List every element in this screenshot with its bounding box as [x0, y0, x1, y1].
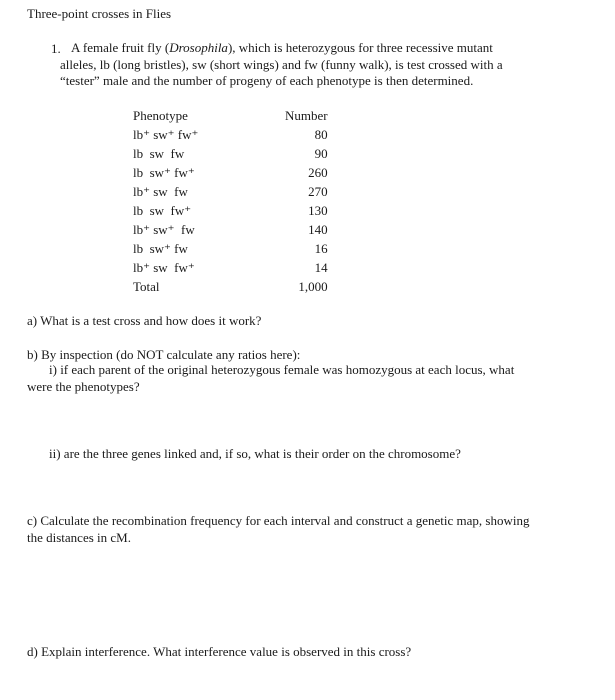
- table-row: [133, 277, 328, 296]
- number-cell: 270: [308, 183, 328, 199]
- phenotype-cell: lb⁺ sw fw: [133, 183, 188, 199]
- number-cell: 90: [314, 145, 328, 161]
- table-row: [133, 220, 328, 239]
- phenotype-cell: lb sw⁺ fw: [133, 240, 188, 256]
- number-cell: 1,000: [298, 278, 328, 294]
- part-c-line-2: the distances in cM.: [27, 529, 131, 545]
- column-header-number: Number: [285, 107, 328, 123]
- part-a: a) What is a test cross and how does it work?: [27, 313, 262, 328]
- phenotype-cell: lb⁺ sw fw⁺: [133, 259, 195, 275]
- question-number: 1.: [51, 41, 61, 56]
- number-cell: 80: [314, 126, 328, 142]
- table-row: [133, 144, 328, 163]
- phenotype-table: [133, 106, 328, 296]
- question-line-1: [71, 40, 591, 57]
- number-cell: 130: [308, 202, 328, 218]
- table-row: [133, 182, 328, 201]
- phenotype-cell: lb⁺ sw⁺ fw⁺: [133, 126, 199, 142]
- question-line-3: “tester” male and the number of progeny of each phenotype is then determined.: [60, 73, 474, 88]
- phenotype-cell: lb sw fw⁺: [133, 202, 192, 218]
- phenotype-cell: lb⁺ sw⁺ fw: [133, 221, 195, 237]
- table-row: [133, 239, 328, 258]
- part-b-ii: ii) are the three genes linked and, if so, what is their order on the chromosome?: [49, 446, 461, 461]
- table-row: [133, 163, 328, 182]
- question-line-1-end: ), which is heterozygous for three recessive mutant: [227, 40, 493, 55]
- number-cell: 260: [308, 164, 328, 180]
- number-cell: 16: [314, 240, 328, 256]
- part-c-line-1: c) Calculate the recombination frequency for each interval and construct a genetic map, showing: [27, 513, 530, 528]
- column-header-phenotype: Phenotype: [133, 107, 188, 123]
- question-intro: [60, 40, 591, 90]
- table-row: [133, 201, 328, 220]
- part-c: [27, 513, 597, 546]
- question-line-2: alleles, lb (long bristles), sw (short wings) and fw (funny walk), is test crossed with a: [60, 56, 503, 72]
- table-header-row: [133, 106, 328, 125]
- part-b: b) By inspection (do NOT calculate any ratios here):: [27, 347, 301, 362]
- table-row: [133, 125, 328, 144]
- part-b-i-line-1: i) if each parent of the original heterozygous female was homozygous at each locus, what: [49, 362, 515, 377]
- species-name: Drosophila: [169, 40, 228, 55]
- phenotype-cell: lb sw⁺ fw⁺: [133, 164, 195, 180]
- page-title: Three-point crosses in Flies: [27, 6, 172, 21]
- part-b-i-line-2: were the phenotypes?: [27, 378, 140, 394]
- number-cell: 14: [314, 259, 328, 275]
- phenotype-cell: lb sw fw: [133, 145, 185, 161]
- part-b-i: [27, 362, 587, 395]
- question-line-1-start: A female fruit fly (: [71, 40, 170, 55]
- part-d: d) Explain interference. What interference value is observed in this cross?: [27, 644, 412, 659]
- phenotype-cell: Total: [133, 278, 160, 294]
- table-row: [133, 258, 328, 277]
- number-cell: 140: [308, 221, 328, 237]
